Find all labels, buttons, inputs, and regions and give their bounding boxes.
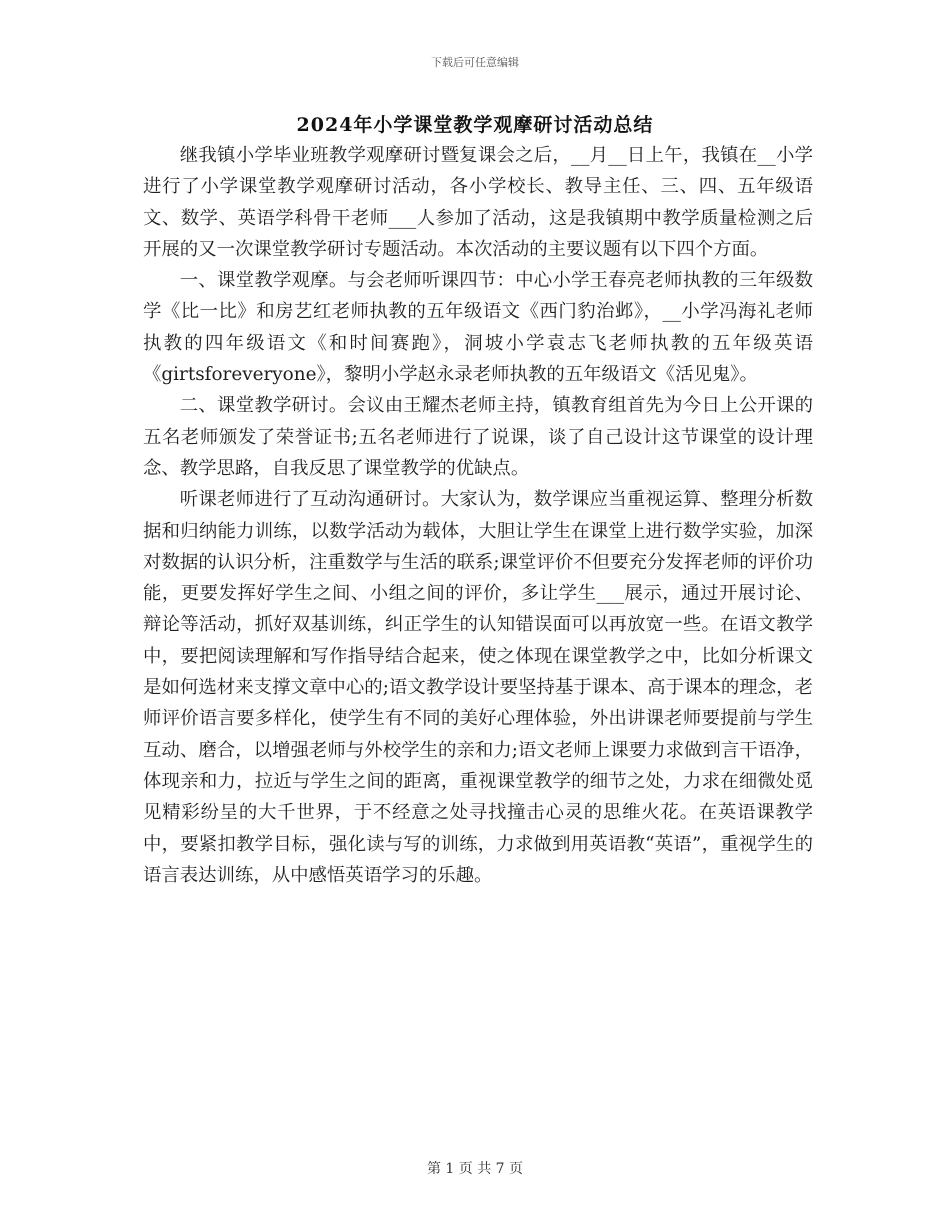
header-note: 下载后可任意编辑 — [431, 56, 519, 69]
page-number: 第 1 页 共 7 页 — [426, 1161, 524, 1177]
body-paragraph-observation: 一、课堂教学观摩。与会老师听课四节：中心小学王春亮老师执教的三年级数学《比一比》和房艺红老师执教的五年级语文《西门豹治邺》，__小学冯海礼老师执教的四年级语文《和时间赛跑》，洞坡小学袁志飞老师执教的五年级英语《girtsforeveryone》，黎明小学赵永录老师执教的五年级语文《活见鬼》。 — [143, 270, 813, 386]
body-paragraph-discussion: 二、课堂教学研讨。会议由王耀杰老师主持，镇教育组首先为今日上公开课的五名老师颁发了荣誉证书;五名老师进行了说课，谈了自己设计这节课堂的设计理念、教学思路，自我反思了课堂教学的优缺点。 — [143, 395, 813, 479]
document-title: 2024年小学课堂教学观摩研讨活动总结 — [296, 114, 654, 136]
body-paragraph-feedback: 听课老师进行了互动沟通研讨。大家认为，数学课应当重视运算、整理分析数据和归纳能力训练，以数学活动为载体，大胆让学生在课堂上进行数学实验，加深对数据的认识分析，注重数学与生活的联系;课堂评价不但要充分发挥老师的评价功能，更要发挥好学生之间、小组之间的评价，多让学生___展示，通过开展讨论、辩论等活动，抓好双基训练，纠正学生的认知错误面可以再放宽一些。在语文教学中，要把阅读理解和写作指导结合起来，使之体现在课堂教学之中，比如分析课文是如何选材来支撑文章中心的;语文教学设计要坚持基于课本、高于课本的理念，老师评价语言要多样化，使学生有不同的美好心理体验，外出讲课老师要提前与学生互动、磨合，以增强老师与外校学生的亲和力;语文老师上课要力求做到言干语净，体现亲和力，拉近与学生之间的距离，重视课堂教学的细节之处，力求在细微处觅见精彩纷呈的大千世界，于不经意之处寻找撞击心灵的思维火花。在英语课教学中，要紧扣教学目标，强化读与写的训练，力求做到用英语教“英语”，重视学生的语言表达训练，从中感悟英语学习的乐趣。 — [143, 489, 813, 886]
body-paragraph-intro: 继我镇小学毕业班教学观摩研讨暨复课会之后，__月__日上午，我镇在__小学进行了小学课堂教学观摩研讨活动，各小学校长、教导主任、三、四、五年级语文、数学、英语学科骨干老师___人参加了活动，这是我镇期中教学质量检测之后开展的又一次课堂教学研讨专题活动。本次活动的主要议题有以下四个方面。 — [143, 145, 813, 260]
document-body — [143, 140, 813, 891]
